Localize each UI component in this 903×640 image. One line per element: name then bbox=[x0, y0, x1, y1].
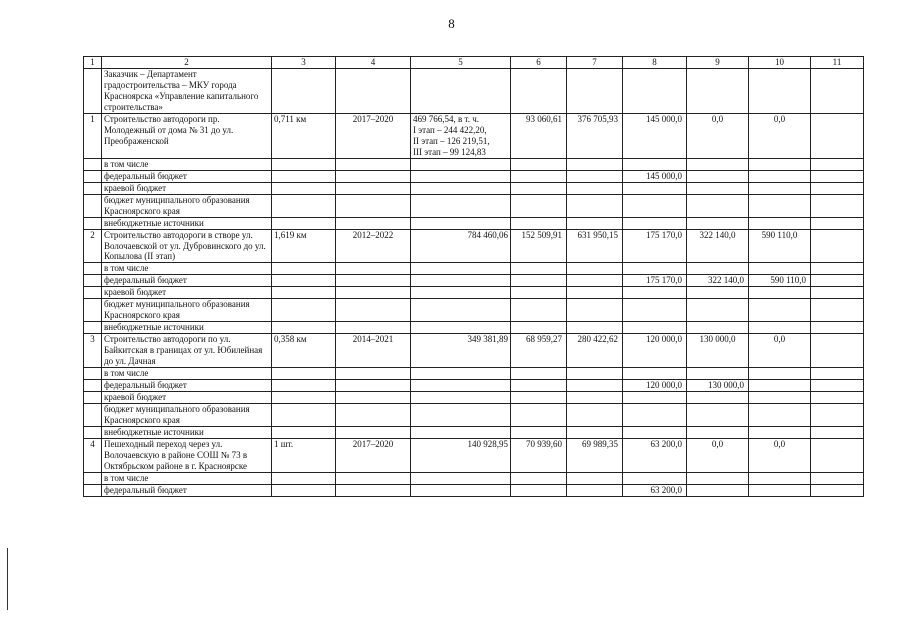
table-cell bbox=[623, 472, 687, 484]
table-cell bbox=[687, 322, 749, 334]
table-cell bbox=[411, 368, 511, 380]
table-cell bbox=[272, 299, 336, 322]
table-cell bbox=[811, 438, 864, 472]
table-cell bbox=[687, 472, 749, 484]
table-cell bbox=[687, 404, 749, 427]
table-cell bbox=[567, 392, 623, 404]
table-cell bbox=[272, 392, 336, 404]
table-cell bbox=[623, 68, 687, 113]
header-cell: 5 bbox=[411, 57, 511, 69]
table-cell bbox=[749, 182, 811, 194]
table-cell bbox=[84, 472, 102, 484]
table-cell bbox=[84, 170, 102, 182]
cost-cell bbox=[411, 229, 511, 263]
table-cell bbox=[84, 427, 102, 439]
value-cell: 0,0 bbox=[687, 113, 749, 158]
customer-row bbox=[84, 68, 864, 113]
value-cell: 322 140,0 bbox=[687, 275, 749, 287]
header-cell: 7 bbox=[567, 57, 623, 69]
margin-mark bbox=[7, 548, 8, 610]
sub-row bbox=[84, 287, 864, 299]
value-cell: 376 705,93 bbox=[567, 113, 623, 158]
value-cell: 145 000,0 bbox=[623, 113, 687, 158]
length-cell: 0,711 км bbox=[272, 113, 336, 158]
table-cell bbox=[623, 427, 687, 439]
table-cell bbox=[749, 263, 811, 275]
budget-table bbox=[83, 56, 864, 497]
table-cell bbox=[511, 194, 567, 217]
table-cell bbox=[336, 427, 411, 439]
header-cell: 4 bbox=[336, 57, 411, 69]
page-number: 8 bbox=[448, 16, 455, 31]
sub-row bbox=[84, 392, 864, 404]
table-cell bbox=[336, 275, 411, 287]
value-cell: 175 170,0 bbox=[623, 229, 687, 263]
table-cell bbox=[411, 194, 511, 217]
value-cell: 130 000,0 bbox=[687, 334, 749, 368]
value-cell: 130 000,0 bbox=[687, 380, 749, 392]
table-cell bbox=[336, 472, 411, 484]
sub-row bbox=[84, 182, 864, 194]
table-cell bbox=[567, 404, 623, 427]
table-cell bbox=[811, 322, 864, 334]
table-cell bbox=[511, 68, 567, 113]
sub-row bbox=[84, 263, 864, 275]
table-cell bbox=[811, 275, 864, 287]
table-cell bbox=[623, 404, 687, 427]
table-cell bbox=[84, 484, 102, 496]
value-cell: 145 000,0 bbox=[623, 170, 687, 182]
table-cell bbox=[567, 194, 623, 217]
sub-row bbox=[84, 217, 864, 229]
table-cell bbox=[749, 368, 811, 380]
table-cell bbox=[687, 368, 749, 380]
table-cell bbox=[687, 194, 749, 217]
table-cell bbox=[623, 263, 687, 275]
value-cell: 175 170,0 bbox=[623, 275, 687, 287]
sub-row bbox=[84, 484, 864, 496]
table-cell bbox=[272, 380, 336, 392]
table-cell bbox=[623, 392, 687, 404]
table-cell bbox=[411, 182, 511, 194]
table-cell bbox=[511, 380, 567, 392]
table-cell bbox=[567, 484, 623, 496]
table-cell bbox=[511, 158, 567, 170]
table-cell bbox=[511, 427, 567, 439]
project-row bbox=[84, 334, 864, 368]
table-cell bbox=[411, 484, 511, 496]
table-cell bbox=[336, 217, 411, 229]
row-number-cell: 4 bbox=[84, 438, 102, 472]
length-cell: 0,358 км bbox=[272, 334, 336, 368]
table-cell bbox=[749, 392, 811, 404]
table-cell bbox=[811, 427, 864, 439]
table-cell bbox=[811, 170, 864, 182]
table-cell bbox=[811, 113, 864, 158]
sub-row bbox=[84, 380, 864, 392]
period-cell: 2014–2021 bbox=[336, 334, 411, 368]
header-cell: 10 bbox=[749, 57, 811, 69]
sub-label-cell: в том числе bbox=[102, 368, 272, 380]
sub-label-cell: в том числе bbox=[102, 472, 272, 484]
table-cell bbox=[567, 380, 623, 392]
table-cell bbox=[687, 263, 749, 275]
period-cell: 2012–2022 bbox=[336, 229, 411, 263]
table-cell bbox=[272, 287, 336, 299]
table-cell bbox=[749, 287, 811, 299]
table-cell bbox=[749, 217, 811, 229]
table-cell bbox=[411, 322, 511, 334]
value-cell: 120 000,0 bbox=[623, 334, 687, 368]
sub-row bbox=[84, 275, 864, 287]
value-cell: 0,0 bbox=[749, 438, 811, 472]
table-cell bbox=[336, 322, 411, 334]
sub-label-cell: краевой бюджет bbox=[102, 287, 272, 299]
sub-row bbox=[84, 170, 864, 182]
sub-label-cell: бюджет муниципального образования Красноярского края bbox=[102, 404, 272, 427]
table-cell bbox=[272, 68, 336, 113]
table-cell bbox=[567, 182, 623, 194]
period-cell: 2017–2020 bbox=[336, 438, 411, 472]
table-cell bbox=[811, 287, 864, 299]
table-cell bbox=[567, 472, 623, 484]
table-cell bbox=[567, 170, 623, 182]
table-cell bbox=[811, 158, 864, 170]
value-cell: 322 140,0 bbox=[687, 229, 749, 263]
project-name-cell: Строительство автодороги в створе ул. Волочаевской от ул. Дубровинского до ул. Копылова (II этап) bbox=[102, 229, 272, 263]
sub-label-cell: в том числе bbox=[102, 263, 272, 275]
value-cell: 0,0 bbox=[749, 113, 811, 158]
table-cell bbox=[272, 263, 336, 275]
value-cell: 70 939,60 bbox=[511, 438, 567, 472]
table-cell bbox=[272, 472, 336, 484]
table-cell bbox=[811, 380, 864, 392]
table-cell bbox=[272, 368, 336, 380]
table-header-row bbox=[84, 57, 864, 69]
table-cell bbox=[687, 158, 749, 170]
cost-cell bbox=[411, 438, 511, 472]
table-cell bbox=[687, 217, 749, 229]
table-cell bbox=[84, 368, 102, 380]
period-cell: 2017–2020 bbox=[336, 113, 411, 158]
table-cell bbox=[411, 158, 511, 170]
table-cell bbox=[336, 263, 411, 275]
sub-row bbox=[84, 299, 864, 322]
table-cell bbox=[336, 484, 411, 496]
project-name-cell: Строительство автодороги по ул. Байкитская в границах от ул. Юбилейная до ул. Дачная bbox=[102, 334, 272, 368]
table-cell bbox=[749, 194, 811, 217]
table-cell bbox=[749, 158, 811, 170]
cost-line: 140 928,95 bbox=[467, 438, 508, 449]
table-cell bbox=[811, 334, 864, 368]
table-cell bbox=[567, 263, 623, 275]
table-cell bbox=[336, 392, 411, 404]
sub-label-cell: федеральный бюджет bbox=[102, 275, 272, 287]
cost-cell bbox=[411, 113, 511, 158]
cost-line: 784 460,06 bbox=[467, 229, 508, 240]
table-cell bbox=[511, 263, 567, 275]
header-cell: 1 bbox=[84, 57, 102, 69]
table-cell bbox=[567, 275, 623, 287]
table-cell bbox=[336, 380, 411, 392]
value-cell: 69 989,35 bbox=[567, 438, 623, 472]
table-cell bbox=[411, 427, 511, 439]
table-cell bbox=[84, 68, 102, 113]
table-cell bbox=[336, 158, 411, 170]
table-cell bbox=[623, 182, 687, 194]
table-cell bbox=[84, 392, 102, 404]
table-cell bbox=[84, 322, 102, 334]
table-cell bbox=[336, 182, 411, 194]
table-cell bbox=[272, 322, 336, 334]
project-row bbox=[84, 438, 864, 472]
sub-label-cell: внебюджетные источники bbox=[102, 217, 272, 229]
table-cell bbox=[411, 170, 511, 182]
table-cell bbox=[511, 299, 567, 322]
table-cell bbox=[411, 287, 511, 299]
table-cell bbox=[272, 217, 336, 229]
table-cell bbox=[272, 275, 336, 287]
value-cell: 63 200,0 bbox=[623, 438, 687, 472]
table-cell bbox=[811, 484, 864, 496]
sub-row bbox=[84, 472, 864, 484]
value-cell: 120 000,0 bbox=[623, 380, 687, 392]
table-cell bbox=[84, 299, 102, 322]
row-number-cell: 1 bbox=[84, 113, 102, 158]
sub-label-cell: краевой бюджет bbox=[102, 392, 272, 404]
table-cell bbox=[336, 404, 411, 427]
table-cell bbox=[567, 368, 623, 380]
table-cell bbox=[411, 392, 511, 404]
table-cell bbox=[336, 368, 411, 380]
table-cell bbox=[511, 217, 567, 229]
value-cell bbox=[687, 484, 749, 496]
value-cell bbox=[749, 170, 811, 182]
table-cell bbox=[687, 299, 749, 322]
table-cell bbox=[272, 484, 336, 496]
table-cell bbox=[336, 68, 411, 113]
sub-label-cell: бюджет муниципального образования Красноярского края bbox=[102, 194, 272, 217]
table-cell bbox=[411, 299, 511, 322]
table-cell bbox=[811, 404, 864, 427]
sub-label-cell: в том числе bbox=[102, 158, 272, 170]
header-cell: 11 bbox=[811, 57, 864, 69]
value-cell: 63 200,0 bbox=[623, 484, 687, 496]
customer-cell: Заказчик – Департамент градостроительства – МКУ города Красноярска «Управление капитального строительства» bbox=[102, 68, 272, 113]
value-cell: 590 110,0 bbox=[749, 229, 811, 263]
table-cell bbox=[511, 484, 567, 496]
table-cell bbox=[749, 472, 811, 484]
table-cell bbox=[567, 217, 623, 229]
sub-row bbox=[84, 322, 864, 334]
table-cell bbox=[811, 263, 864, 275]
table-cell bbox=[272, 427, 336, 439]
sub-label-cell: внебюджетные источники bbox=[102, 322, 272, 334]
table-cell bbox=[84, 158, 102, 170]
table-cell bbox=[511, 404, 567, 427]
table-cell bbox=[811, 392, 864, 404]
value-cell: 590 110,0 bbox=[749, 275, 811, 287]
value-cell bbox=[749, 380, 811, 392]
project-name-cell: Пешеходный переход через ул. Волочаевскую в районе СОШ № 73 в Октябрьском районе в г. Красноярске bbox=[102, 438, 272, 472]
table-cell bbox=[811, 229, 864, 263]
table-cell bbox=[272, 194, 336, 217]
value-cell bbox=[687, 170, 749, 182]
cost-cell bbox=[411, 334, 511, 368]
table-cell bbox=[687, 68, 749, 113]
table-cell bbox=[411, 217, 511, 229]
cost-line: 469 766,54, в т. ч. bbox=[413, 113, 480, 124]
cost-line: 349 381,89 bbox=[467, 334, 508, 345]
table-cell bbox=[749, 68, 811, 113]
sub-label-cell: федеральный бюджет bbox=[102, 380, 272, 392]
sub-label-cell: федеральный бюджет bbox=[102, 484, 272, 496]
header-cell: 9 bbox=[687, 57, 749, 69]
table-cell bbox=[623, 368, 687, 380]
table-cell bbox=[84, 182, 102, 194]
table-cell bbox=[749, 427, 811, 439]
table-cell bbox=[411, 380, 511, 392]
table-cell bbox=[687, 392, 749, 404]
table-cell bbox=[749, 322, 811, 334]
project-name-cell: Строительство автодороги пр. Молодежный от дома № 31 до ул. Преображенской bbox=[102, 113, 272, 158]
table-cell bbox=[567, 287, 623, 299]
value-cell bbox=[749, 484, 811, 496]
table-cell bbox=[687, 182, 749, 194]
sub-label-cell: краевой бюджет bbox=[102, 182, 272, 194]
table-cell bbox=[272, 170, 336, 182]
table-cell bbox=[511, 392, 567, 404]
value-cell: 0,0 bbox=[749, 334, 811, 368]
header-cell: 3 bbox=[272, 57, 336, 69]
sub-row bbox=[84, 368, 864, 380]
table-cell bbox=[811, 368, 864, 380]
table-cell bbox=[84, 287, 102, 299]
sub-row bbox=[84, 194, 864, 217]
project-row bbox=[84, 113, 864, 158]
table-cell bbox=[567, 158, 623, 170]
table-cell bbox=[623, 217, 687, 229]
table-cell bbox=[84, 380, 102, 392]
row-number-cell: 2 bbox=[84, 229, 102, 263]
table-cell bbox=[811, 182, 864, 194]
table-cell bbox=[511, 472, 567, 484]
cost-line: III этап – 99 124,83 bbox=[413, 146, 486, 157]
table-cell bbox=[811, 299, 864, 322]
table-cell bbox=[567, 299, 623, 322]
header-cell: 6 bbox=[511, 57, 567, 69]
table-cell bbox=[511, 275, 567, 287]
sub-label-cell: внебюджетные источники bbox=[102, 427, 272, 439]
table-cell bbox=[811, 472, 864, 484]
table-cell bbox=[623, 158, 687, 170]
table-cell bbox=[272, 182, 336, 194]
length-cell: 1 шт. bbox=[272, 438, 336, 472]
table-cell bbox=[84, 275, 102, 287]
header-cell: 8 bbox=[623, 57, 687, 69]
table-cell bbox=[623, 194, 687, 217]
table-cell bbox=[511, 170, 567, 182]
table-cell bbox=[623, 322, 687, 334]
table-cell bbox=[411, 275, 511, 287]
table-cell bbox=[811, 217, 864, 229]
table-cell bbox=[567, 427, 623, 439]
table-cell bbox=[623, 299, 687, 322]
sub-row bbox=[84, 158, 864, 170]
table-cell bbox=[749, 299, 811, 322]
table-cell bbox=[511, 287, 567, 299]
value-cell: 631 950,15 bbox=[567, 229, 623, 263]
cost-line: II этап – 126 219,51, bbox=[413, 135, 490, 146]
table-cell bbox=[84, 404, 102, 427]
table-cell bbox=[336, 299, 411, 322]
table-cell bbox=[411, 263, 511, 275]
value-cell: 0,0 bbox=[687, 438, 749, 472]
header-cell: 2 bbox=[102, 57, 272, 69]
sub-row bbox=[84, 404, 864, 427]
table-cell bbox=[272, 158, 336, 170]
table-cell bbox=[336, 170, 411, 182]
table-cell bbox=[411, 68, 511, 113]
table-cell bbox=[511, 182, 567, 194]
table-cell bbox=[567, 322, 623, 334]
table-cell bbox=[336, 287, 411, 299]
table-cell bbox=[811, 68, 864, 113]
table-cell bbox=[411, 472, 511, 484]
table-cell bbox=[336, 194, 411, 217]
table-cell bbox=[84, 194, 102, 217]
table-cell bbox=[811, 194, 864, 217]
length-cell: 1,619 км bbox=[272, 229, 336, 263]
table-cell bbox=[272, 404, 336, 427]
row-number-cell: 3 bbox=[84, 334, 102, 368]
sub-label-cell: бюджет муниципального образования Красноярского края bbox=[102, 299, 272, 322]
table-cell bbox=[84, 217, 102, 229]
sub-label-cell: федеральный бюджет bbox=[102, 170, 272, 182]
table-cell bbox=[511, 322, 567, 334]
value-cell: 280 422,62 bbox=[567, 334, 623, 368]
project-row bbox=[84, 229, 864, 263]
value-cell: 93 060,61 bbox=[511, 113, 567, 158]
value-cell: 152 509,91 bbox=[511, 229, 567, 263]
cost-line: I этап – 244 422,20, bbox=[413, 124, 487, 135]
table-cell bbox=[567, 68, 623, 113]
table-cell bbox=[623, 287, 687, 299]
value-cell: 68 959,27 bbox=[511, 334, 567, 368]
sub-row bbox=[84, 427, 864, 439]
table-cell bbox=[411, 404, 511, 427]
table-cell bbox=[511, 368, 567, 380]
table-cell bbox=[749, 404, 811, 427]
table-cell bbox=[84, 263, 102, 275]
table-cell bbox=[687, 287, 749, 299]
table-cell bbox=[687, 427, 749, 439]
